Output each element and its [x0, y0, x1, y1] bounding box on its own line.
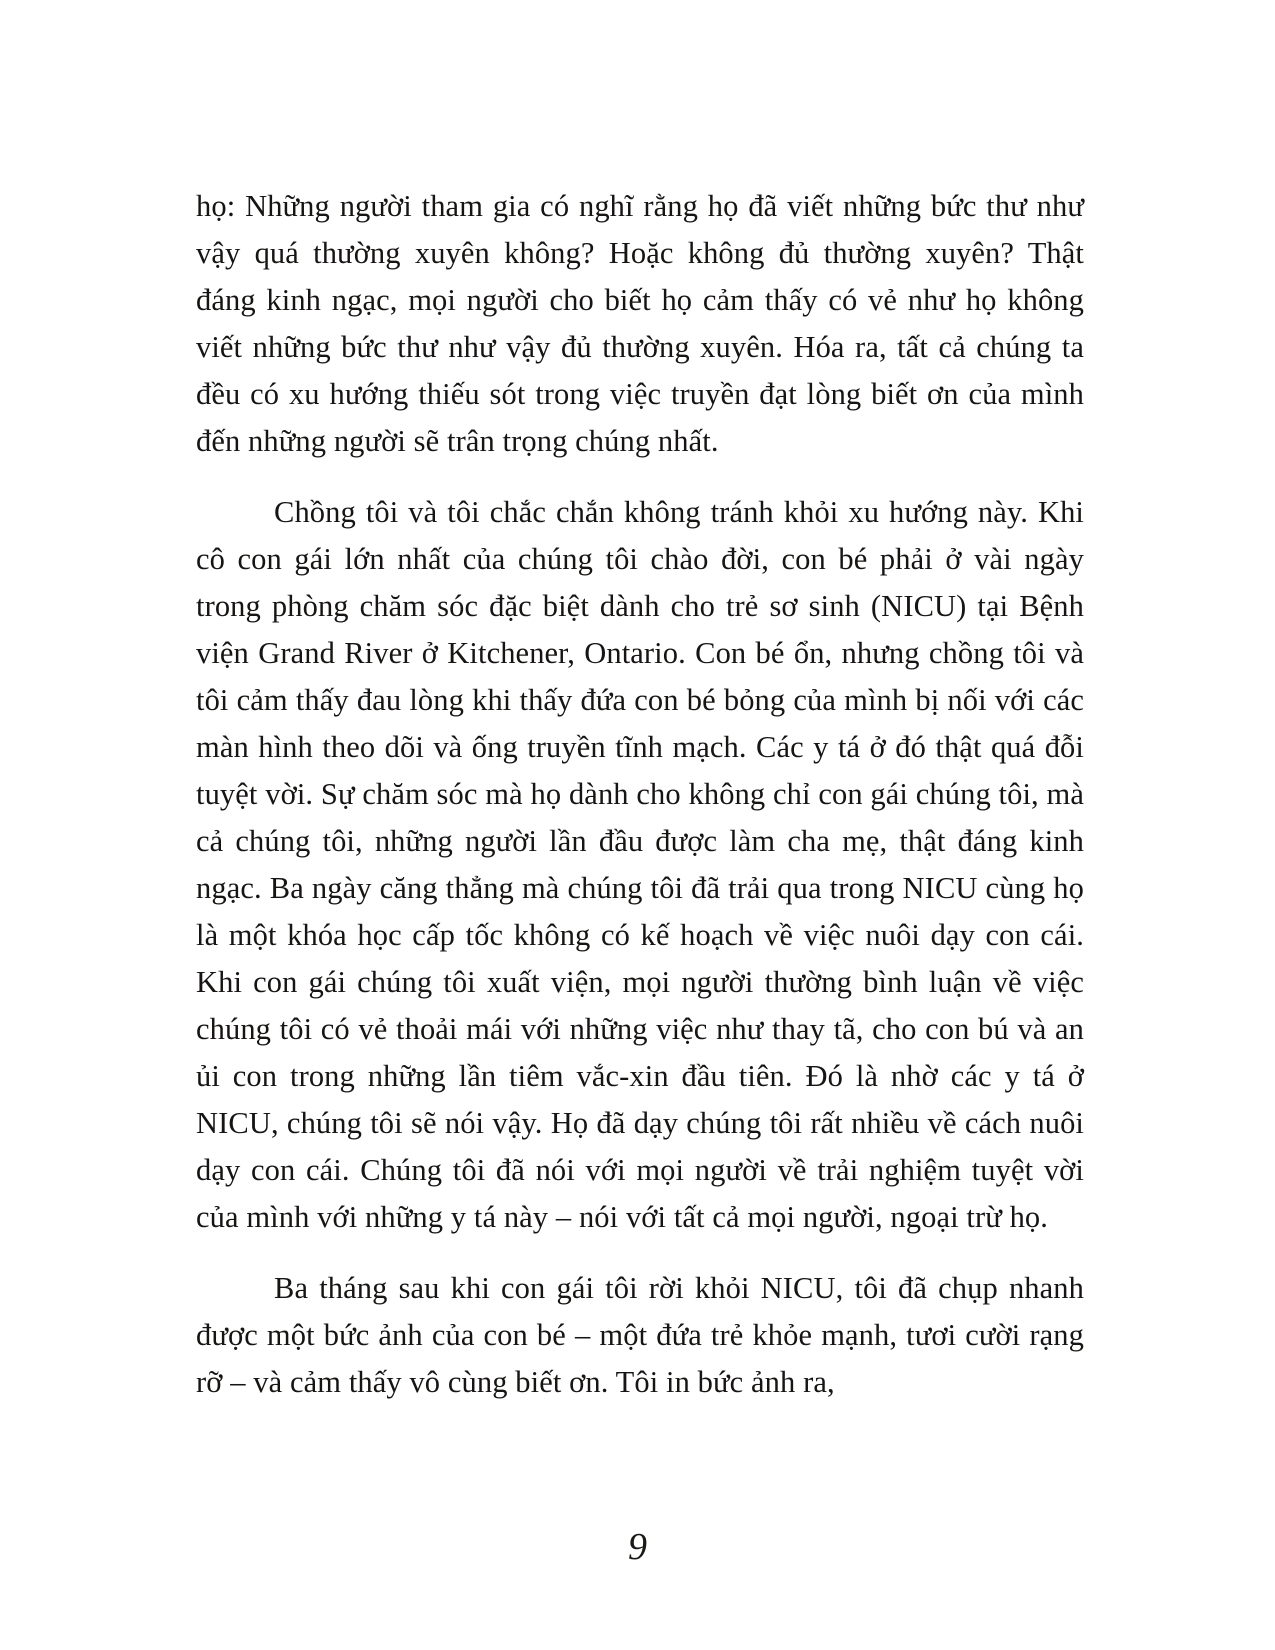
text-block — [196, 183, 1084, 1406]
body-paragraph-2: Chồng tôi và tôi chắc chắn không tránh khỏi xu hướng này. Khi cô con gái lớn nhất của chúng tôi chào đời, con bé phải ở vài ngày trong phòng chăm sóc đặc biệt dành cho trẻ sơ sinh (NICU) tại Bệnh viện Grand River ở Kitchener, Ontario. Con bé ổn, nhưng chồng tôi và tôi cảm thấy đau lòng khi thấy đứa con bé bỏng của mình bị nối với các màn hình theo dõi và ống truyền tĩnh mạch. Các y tá ở đó thật quá đỗi tuyệt vời. Sự chăm sóc mà họ dành cho không chỉ con gái chúng tôi, mà cả chúng tôi, những người lần đầu được làm cha mẹ, thật đáng kinh ngạc. Ba ngày căng thẳng mà chúng tôi đã trải qua trong NICU cùng họ là một khóa học cấp tốc không có kế hoạch về việc nuôi dạy con cái. Khi con gái chúng tôi xuất viện, mọi người thường bình luận về việc chúng tôi có vẻ thoải mái với những việc như thay tã, cho con bú và an ủi con trong những lần tiêm vắc-xin đầu tiên. Đó là nhờ các y tá ở NICU, chúng tôi sẽ nói vậy. Họ đã dạy chúng tôi rất nhiều về cách nuôi dạy con cái. Chúng tôi đã nói với mọi người về trải nghiệm tuyệt vời của mình với những y tá này – nói với tất cả mọi người, ngoại trừ họ. — [196, 495, 1084, 1234]
page-number: 9 — [628, 1526, 647, 1568]
body-paragraph-1: họ: Những người tham gia có nghĩ rằng họ đã viết những bức thư như vậy quá thường xuyên không? Hoặc không đủ thường xuyên? Thật đáng kinh ngạc, mọi người cho biết họ cảm thấy có vẻ như họ không viết những bức thư như vậy đủ thường xuyên. Hóa ra, tất cả chúng ta đều có xu hướng thiếu sót trong việc truyền đạt lòng biết ơn của mình đến những người sẽ trân trọng chúng nhất. — [196, 189, 1084, 458]
body-paragraph-3: Ba tháng sau khi con gái tôi rời khỏi NICU, tôi đã chụp nhanh được một bức ảnh của con bé – một đứa trẻ khỏe mạnh, tươi cười rạng rỡ – và cảm thấy vô cùng biết ơn. Tôi in bức ảnh ra, — [196, 1271, 1084, 1399]
